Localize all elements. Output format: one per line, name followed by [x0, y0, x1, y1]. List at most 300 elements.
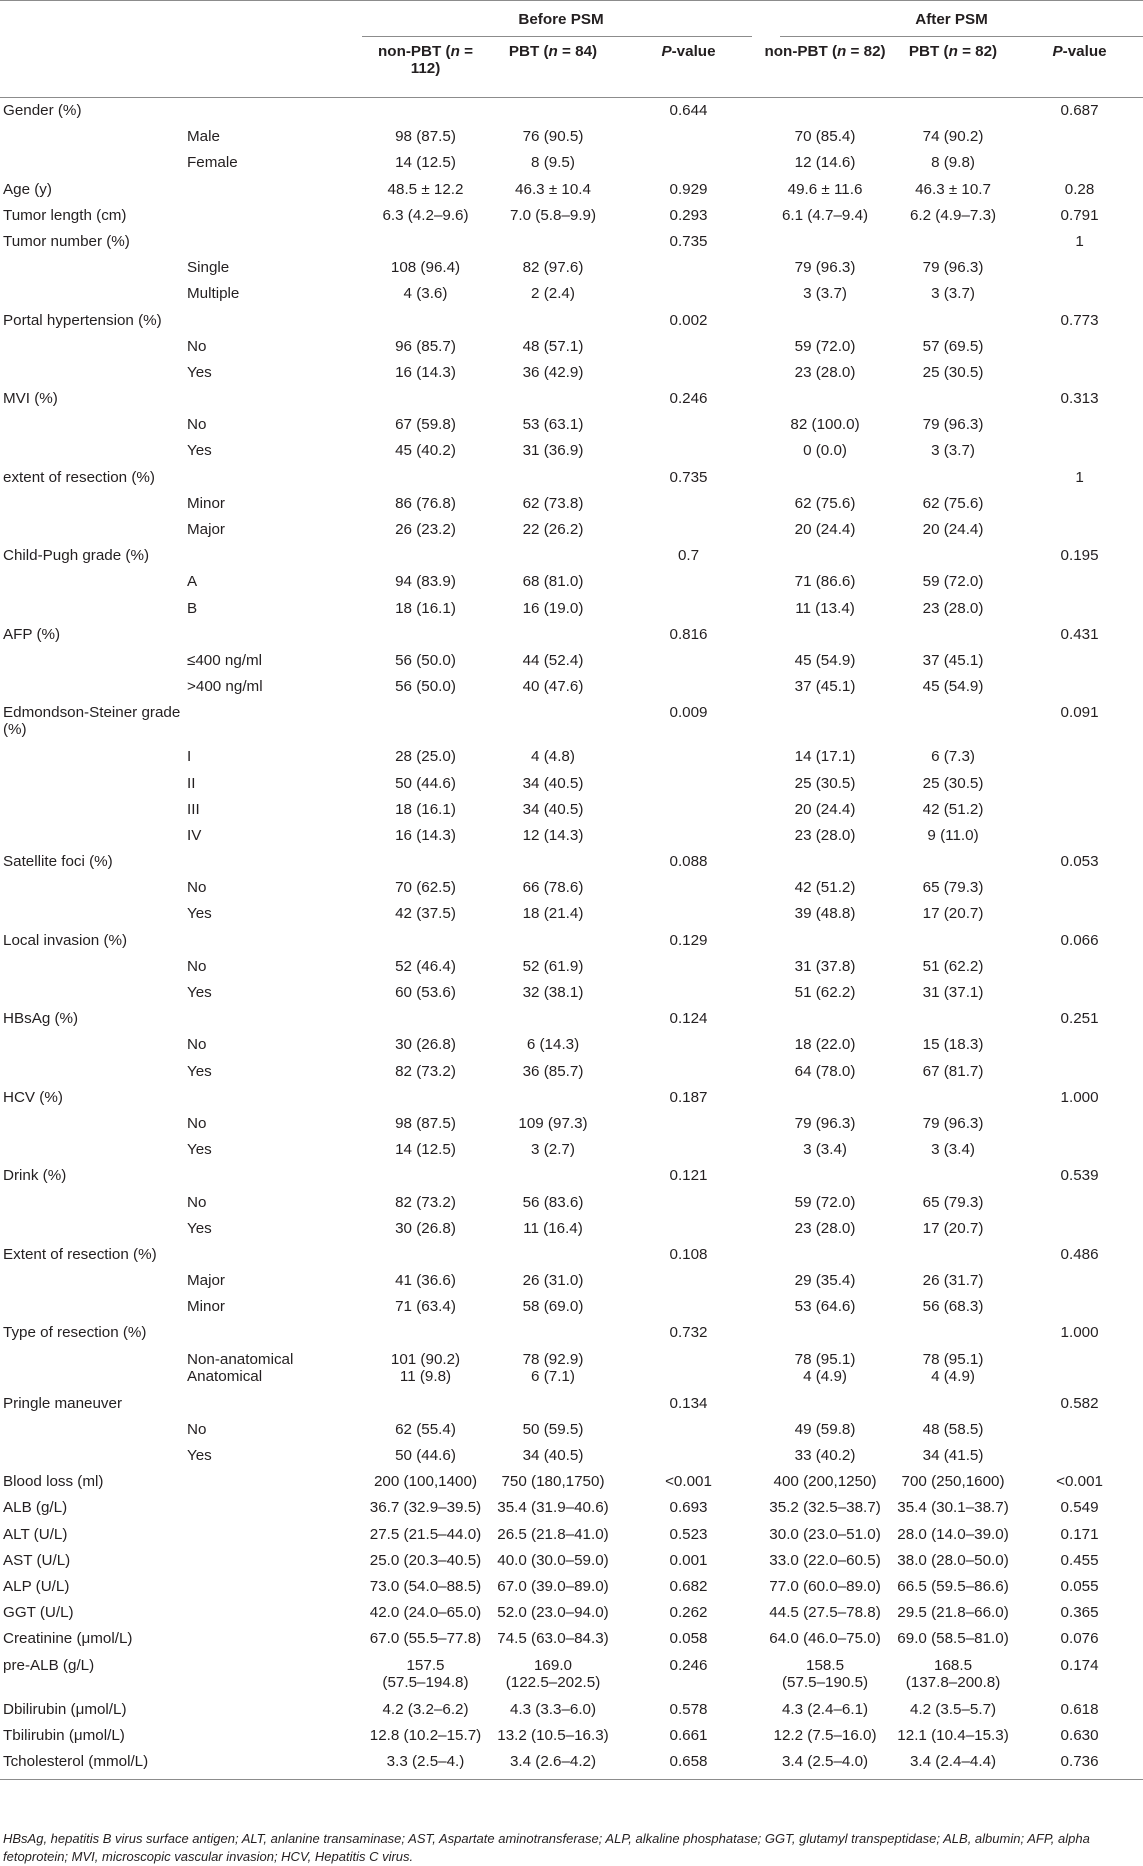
table-cell [489, 1391, 617, 1417]
table-cell: 78 (95.1) 4 (4.9) [922, 1350, 984, 1385]
table-cell: 0.816 [669, 625, 708, 643]
table-cell: 0.693 [669, 1499, 708, 1517]
column-header-2: PBT (n = 84) [489, 37, 617, 98]
table-cell: 0.658 [617, 1749, 760, 1780]
table-cell: 0.735 [669, 232, 708, 250]
table-cell: 0.088 [669, 853, 708, 871]
table-row [0, 543, 1143, 569]
table-cell: 56 (83.6) [522, 1193, 584, 1211]
table-cell: 0.735 [669, 468, 708, 486]
table-cell [1016, 674, 1143, 700]
table-cell: 76 (90.5) [522, 128, 584, 146]
row-sublabel [187, 203, 362, 229]
table-row [0, 744, 1143, 770]
table-cell: 82 (100.0) [790, 416, 860, 434]
table-cell: 0.486 [1060, 1245, 1099, 1263]
row-sublabel: Yes [187, 1062, 212, 1080]
table-cell [890, 1320, 1016, 1346]
table-cell: 1 [1075, 468, 1084, 486]
row-label [0, 744, 187, 770]
row-label [0, 1294, 187, 1320]
table-cell: 86 (76.8) [395, 494, 456, 512]
table-cell: 0.644 [669, 102, 708, 119]
row-sublabel [187, 308, 362, 334]
table-cell [760, 928, 890, 954]
table-cell: 68 (81.0) [522, 573, 584, 591]
table-cell: 0.28 [1064, 180, 1095, 198]
table-row [0, 1469, 1143, 1495]
table-cell: 77.0 (60.0–89.0) [769, 1577, 881, 1595]
table-row [0, 1749, 1143, 1780]
row-label [0, 674, 187, 700]
table-cell [617, 744, 760, 770]
table-cell [1016, 1190, 1143, 1216]
table-cell: 64.0 (46.0–75.0) [769, 1630, 881, 1648]
table-cell [1016, 334, 1143, 360]
row-label [0, 954, 187, 980]
table-cell: 32 (38.1) [522, 984, 584, 1001]
table-cell: 0.293 [669, 206, 708, 224]
table-row [0, 875, 1143, 901]
row-sublabel: Major [187, 1272, 225, 1290]
table-cell [1016, 1268, 1143, 1294]
table-row [0, 1085, 1143, 1111]
table-cell: 74.5 (63.0–84.3) [497, 1630, 609, 1648]
table-cell [760, 543, 890, 569]
table-cell: 169.0 (122.5–202.5) [505, 1656, 601, 1691]
row-sublabel: No [187, 1036, 207, 1054]
table-cell [617, 1268, 760, 1294]
table-body [0, 98, 1143, 1780]
table-cell: 2 (2.4) [531, 285, 575, 303]
table-cell: 50 (59.5) [522, 1420, 584, 1438]
table-cell: 4.3 (3.3–6.0) [509, 1700, 597, 1718]
table-cell: 78 (92.9) 6 (7.1) [522, 1350, 584, 1385]
table-cell: 26.5 (21.8–41.0) [497, 1525, 609, 1543]
table-cell [362, 1242, 489, 1268]
row-sublabel [187, 1697, 362, 1723]
table-cell [890, 1085, 1016, 1111]
table-cell: 28.0 (14.0–39.0) [897, 1525, 1009, 1543]
table-cell [617, 596, 760, 622]
table-row [0, 849, 1143, 875]
table-row [0, 1059, 1143, 1085]
table-cell: 98 (87.5) [395, 128, 456, 146]
row-sublabel [187, 229, 362, 255]
table-cell: 26 (31.7) [922, 1272, 984, 1290]
table-cell [617, 124, 760, 150]
header-spacer [187, 1, 362, 38]
row-label: Edmondson-Steiner grade (%) [3, 704, 181, 739]
table-cell [890, 98, 1016, 125]
table-cell [617, 901, 760, 927]
table-cell [1016, 980, 1143, 1006]
table-cell: 65 (79.3) [922, 879, 984, 897]
row-sublabel: Yes [187, 905, 212, 923]
row-sublabel: IV [187, 826, 202, 844]
table-cell: 67.0 (55.5–77.8) [369, 1630, 482, 1648]
table-row [0, 980, 1143, 1006]
row-label: HCV (%) [3, 1088, 63, 1106]
table-row [0, 622, 1143, 648]
table-cell: 26 (23.2) [395, 521, 456, 538]
table-cell: 67 (81.7) [922, 1062, 984, 1080]
table-cell: 36 (42.9) [522, 363, 584, 381]
table-cell: 0.076 [1060, 1630, 1099, 1648]
table-cell [1016, 1059, 1143, 1085]
table-cell [489, 229, 617, 255]
row-sublabel [187, 1469, 362, 1495]
row-label: ALP (U/L) [3, 1577, 70, 1595]
table-cell [1016, 875, 1143, 901]
table-cell: 35.4 (31.9–40.6) [497, 1499, 609, 1517]
table-cell: 17 (20.7) [922, 905, 984, 923]
table-cell: 16 (14.3) [395, 363, 456, 381]
table-row [0, 412, 1143, 438]
table-row [0, 1268, 1143, 1294]
row-label [0, 124, 187, 150]
row-label [0, 360, 187, 386]
table-cell: 71 (63.4) [395, 1298, 456, 1316]
row-label: Tumor length (cm) [3, 206, 127, 224]
table-cell: 3 (3.4) [931, 1141, 975, 1159]
table-row [0, 465, 1143, 491]
table-cell: 0.262 [669, 1604, 708, 1622]
row-label: Child-Pugh grade (%) [3, 547, 150, 565]
table-cell [890, 543, 1016, 569]
table-cell: 34 (41.5) [922, 1447, 984, 1464]
table-row [0, 1242, 1143, 1268]
table-cell: 0.246 [669, 390, 708, 408]
row-sublabel [187, 1626, 362, 1652]
row-sublabel: No [187, 1193, 207, 1211]
table-cell: 16 (14.3) [395, 826, 456, 844]
table-cell [1016, 648, 1143, 674]
table-cell [890, 1242, 1016, 1268]
table-row [0, 334, 1143, 360]
row-label: GGT (U/L) [3, 1604, 74, 1622]
table-row [0, 1548, 1143, 1574]
row-sublabel [187, 1163, 362, 1189]
table-cell [1016, 281, 1143, 307]
table-row [0, 1320, 1143, 1346]
table-row [0, 771, 1143, 797]
table-cell: 0.523 [669, 1525, 708, 1543]
table-cell: 79 (96.3) [794, 1114, 856, 1132]
table-cell: 18 (16.1) [395, 800, 456, 818]
row-label [0, 1059, 187, 1085]
table-cell: 14 (17.1) [794, 748, 856, 766]
table-cell [362, 1085, 489, 1111]
table-cell: <0.001 [665, 1473, 712, 1491]
row-sublabel [187, 543, 362, 569]
row-sublabel: >400 ng/ml [187, 678, 263, 696]
table-cell: 33.0 (22.0–60.5) [769, 1551, 881, 1569]
row-sublabel [187, 465, 362, 491]
row-sublabel [187, 1391, 362, 1417]
row-label: Gender (%) [3, 102, 82, 119]
header-group-after-psm: After PSM [760, 1, 1143, 38]
table-cell [617, 412, 760, 438]
table-cell [362, 928, 489, 954]
table-row [0, 596, 1143, 622]
table-cell: 0.251 [1060, 1010, 1099, 1028]
row-sublabel: ≤400 ng/ml [187, 651, 263, 669]
table-cell [362, 543, 489, 569]
column-header-4: non-PBT (n = 82) [760, 37, 890, 98]
table-cell: 18 (16.1) [395, 599, 456, 617]
table-cell: 82 (73.2) [395, 1193, 456, 1211]
table-cell: 0.661 [669, 1726, 708, 1744]
row-label [0, 491, 187, 517]
table-row [0, 1417, 1143, 1443]
table-row [0, 1574, 1143, 1600]
table-cell: 42 (37.5) [395, 905, 456, 923]
row-sublabel [187, 928, 362, 954]
table-cell: 53 (64.6) [794, 1298, 856, 1316]
table-cell: 12 (14.6) [794, 154, 856, 172]
header-spacer [0, 1, 187, 38]
row-sublabel: No [187, 416, 207, 434]
table-cell: 25 (30.5) [794, 774, 856, 792]
table-row [0, 1626, 1143, 1652]
row-label: extent of resection (%) [3, 468, 155, 486]
table-cell [617, 281, 760, 307]
row-sublabel: Major [187, 521, 225, 538]
row-sublabel [187, 1723, 362, 1749]
table-cell [617, 491, 760, 517]
row-label [0, 648, 187, 674]
table-cell [489, 543, 617, 569]
table-cell: 0.736 [1016, 1749, 1143, 1780]
table-cell [760, 386, 890, 412]
table-cell [760, 1163, 890, 1189]
column-header-1: non-PBT (n = 112) [362, 37, 489, 98]
table-cell [1016, 1111, 1143, 1137]
table-cell: 11 (16.4) [523, 1219, 583, 1237]
row-sublabel: Single [187, 259, 230, 277]
table-cell [617, 980, 760, 1006]
table-cell: 3 (3.7) [803, 285, 847, 303]
row-sublabel: Female [187, 154, 238, 172]
table-cell: 36.7 (32.9–39.5) [369, 1499, 482, 1517]
table-cell: 20 (24.4) [794, 800, 856, 818]
table-cell: 3 (3.7) [931, 442, 975, 460]
table-cell: 82 (73.2) [395, 1062, 456, 1080]
table-row [0, 308, 1143, 334]
row-label: ALT (U/L) [3, 1525, 68, 1543]
row-sublabel [187, 849, 362, 875]
table-cell [617, 569, 760, 595]
table-cell: 0.313 [1060, 390, 1099, 408]
table-cell: 44.5 (27.5–78.8) [769, 1604, 881, 1622]
table-cell: 3 (2.7) [531, 1141, 575, 1159]
table-cell [1016, 744, 1143, 770]
table-cell [760, 1320, 890, 1346]
row-label [0, 334, 187, 360]
table-cell [760, 465, 890, 491]
table-cell: 0.129 [669, 931, 708, 949]
row-label [0, 901, 187, 927]
table-cell [1016, 797, 1143, 823]
row-label: AST (U/L) [3, 1551, 71, 1569]
table-cell [760, 1006, 890, 1032]
table-row [0, 1216, 1143, 1242]
table-cell: 18 (21.4) [522, 905, 584, 923]
table-cell: 0.053 [1060, 853, 1099, 871]
table-row [0, 954, 1143, 980]
row-label [0, 1032, 187, 1058]
table-cell: 53 (63.1) [522, 416, 584, 434]
table-row [0, 1522, 1143, 1548]
table-cell: 0.134 [669, 1394, 708, 1412]
table-row [0, 569, 1143, 595]
row-label: MVI (%) [3, 390, 58, 408]
table-cell: 0.108 [669, 1245, 708, 1263]
table-cell: 23 (28.0) [794, 1219, 856, 1237]
table-row [0, 1495, 1143, 1521]
table-cell: 0.124 [669, 1010, 708, 1028]
table-cell: 79 (96.3) [794, 259, 856, 277]
table-cell [617, 797, 760, 823]
table-cell: 37 (45.1) [922, 651, 984, 669]
table-row [0, 901, 1143, 927]
table-cell: 14 (12.5) [395, 154, 456, 172]
row-label [0, 980, 187, 1006]
table-cell: 42.0 (24.0–65.0) [369, 1604, 482, 1622]
row-sublabel: Yes [187, 363, 212, 381]
table-cell: 23 (28.0) [794, 826, 856, 844]
row-label: Creatinine (μmol/L) [3, 1630, 133, 1648]
table-cell: 11 (13.4) [795, 599, 855, 617]
table-cell [362, 622, 489, 648]
row-sublabel [187, 1548, 362, 1574]
table-cell: 70 (85.4) [794, 128, 856, 146]
table-cell: 109 (97.3) [518, 1114, 588, 1132]
table-cell: 56 (50.0) [395, 678, 456, 696]
table-cell: 0.055 [1060, 1577, 1099, 1595]
row-label: HBsAg (%) [3, 1010, 79, 1028]
table-cell: 58 (69.0) [522, 1298, 584, 1316]
table-cell: 52 (61.9) [522, 957, 584, 975]
table-row [0, 150, 1143, 176]
row-label: Satellite foci (%) [3, 853, 113, 871]
table-cell [617, 360, 760, 386]
table-cell: 57 (69.5) [922, 337, 984, 355]
row-label [0, 797, 187, 823]
table-cell: 13.2 (10.5–16.3) [497, 1726, 609, 1744]
table-cell: 4 (4.8) [531, 748, 575, 766]
table-row [0, 648, 1143, 674]
row-label: Dbilirubin (μmol/L) [3, 1700, 127, 1718]
table-cell: 31 (36.9) [522, 442, 584, 460]
table-cell: 73.0 (54.0–88.5) [369, 1577, 482, 1595]
table-cell [617, 1111, 760, 1137]
table-cell [1016, 412, 1143, 438]
table-cell: 64 (78.0) [794, 1062, 856, 1080]
row-sublabel: Yes [187, 984, 212, 1001]
table-cell [617, 1032, 760, 1058]
table-cell: 20 (24.4) [922, 521, 984, 538]
table-cell: 71 (86.6) [794, 573, 856, 591]
table-cell: 3.4 (2.4–4.4) [890, 1749, 1016, 1780]
table-cell [617, 1443, 760, 1469]
row-label [0, 1190, 187, 1216]
row-sublabel [187, 1320, 362, 1346]
table-row [0, 1137, 1143, 1163]
row-label: ALB (g/L) [3, 1499, 68, 1517]
row-sublabel: Non-anatomical Anatomical [187, 1350, 294, 1385]
table-row [0, 177, 1143, 203]
table-cell [617, 255, 760, 281]
table-cell [362, 700, 489, 744]
table-cell [890, 1391, 1016, 1417]
table-cell: 12.1 (10.4–15.3) [897, 1726, 1009, 1744]
table-cell: 6.2 (4.9–7.3) [909, 206, 997, 224]
header-spacer [187, 37, 362, 98]
row-sublabel [187, 1006, 362, 1032]
table-cell [1016, 517, 1143, 543]
table-cell: 6.3 (4.2–9.6) [382, 206, 469, 224]
table-cell [617, 1190, 760, 1216]
row-sublabel [187, 1242, 362, 1268]
table-cell: 25 (30.5) [922, 363, 984, 381]
table-cell: 0.121 [669, 1167, 708, 1185]
table-cell: 15 (18.3) [922, 1036, 984, 1054]
row-label [0, 255, 187, 281]
table-row [0, 700, 1143, 744]
table-cell [489, 1163, 617, 1189]
table-row [0, 1443, 1143, 1469]
table-cell: 31 (37.1) [922, 984, 984, 1001]
table-cell: 1.000 [1060, 1088, 1099, 1106]
table-row [0, 203, 1143, 229]
row-sublabel [187, 1653, 362, 1697]
table-cell: 62 (75.6) [922, 494, 984, 512]
table-cell: 79 (96.3) [922, 416, 984, 434]
table-cell [890, 465, 1016, 491]
table-row [0, 674, 1143, 700]
table-cell [890, 386, 1016, 412]
row-label: Drink (%) [3, 1167, 67, 1185]
table-cell [617, 875, 760, 901]
table-cell [890, 700, 1016, 744]
table-cell: 14 (12.5) [395, 1141, 456, 1159]
table-cell: 34 (40.5) [522, 1447, 584, 1464]
table-cell: 67.0 (39.0–89.0) [497, 1577, 609, 1595]
row-sublabel [187, 700, 362, 744]
table-cell: 94 (83.9) [395, 573, 456, 591]
table-cell: 108 (96.4) [390, 259, 461, 277]
table-cell: 52.0 (23.0–94.0) [497, 1604, 609, 1622]
table-cell: 22 (26.2) [522, 521, 584, 538]
table-cell: 36 (85.7) [522, 1062, 584, 1080]
table-cell: 3 (3.4) [803, 1141, 847, 1159]
row-sublabel [187, 177, 362, 203]
row-label [0, 1137, 187, 1163]
table-cell: 0.365 [1060, 1604, 1099, 1622]
table-cell [489, 386, 617, 412]
table-cell: 78 (95.1) 4 (4.9) [794, 1350, 856, 1385]
table-cell: 42 (51.2) [922, 800, 984, 818]
table-cell: 48 (57.1) [522, 337, 584, 355]
table-cell: 0.582 [1060, 1394, 1099, 1412]
table-cell [617, 438, 760, 464]
table-footnote: HBsAg, hepatitis B virus surface antigen; ALT, anlanine transaminase; AST, Aspartate aminotransferase; ALP, alkaline phosphatase; GGT, glutamyl transpeptidase; ALB, albumin; AFP, alpha fetoprotein; MVI, microscopic vascular invasion; HCV, Hepatitis C virus. [3, 1831, 1090, 1864]
table-cell: 29.5 (21.8–66.0) [897, 1604, 1009, 1622]
table-cell: 30.0 (23.0–51.0) [769, 1525, 881, 1543]
table-cell [1016, 1417, 1143, 1443]
